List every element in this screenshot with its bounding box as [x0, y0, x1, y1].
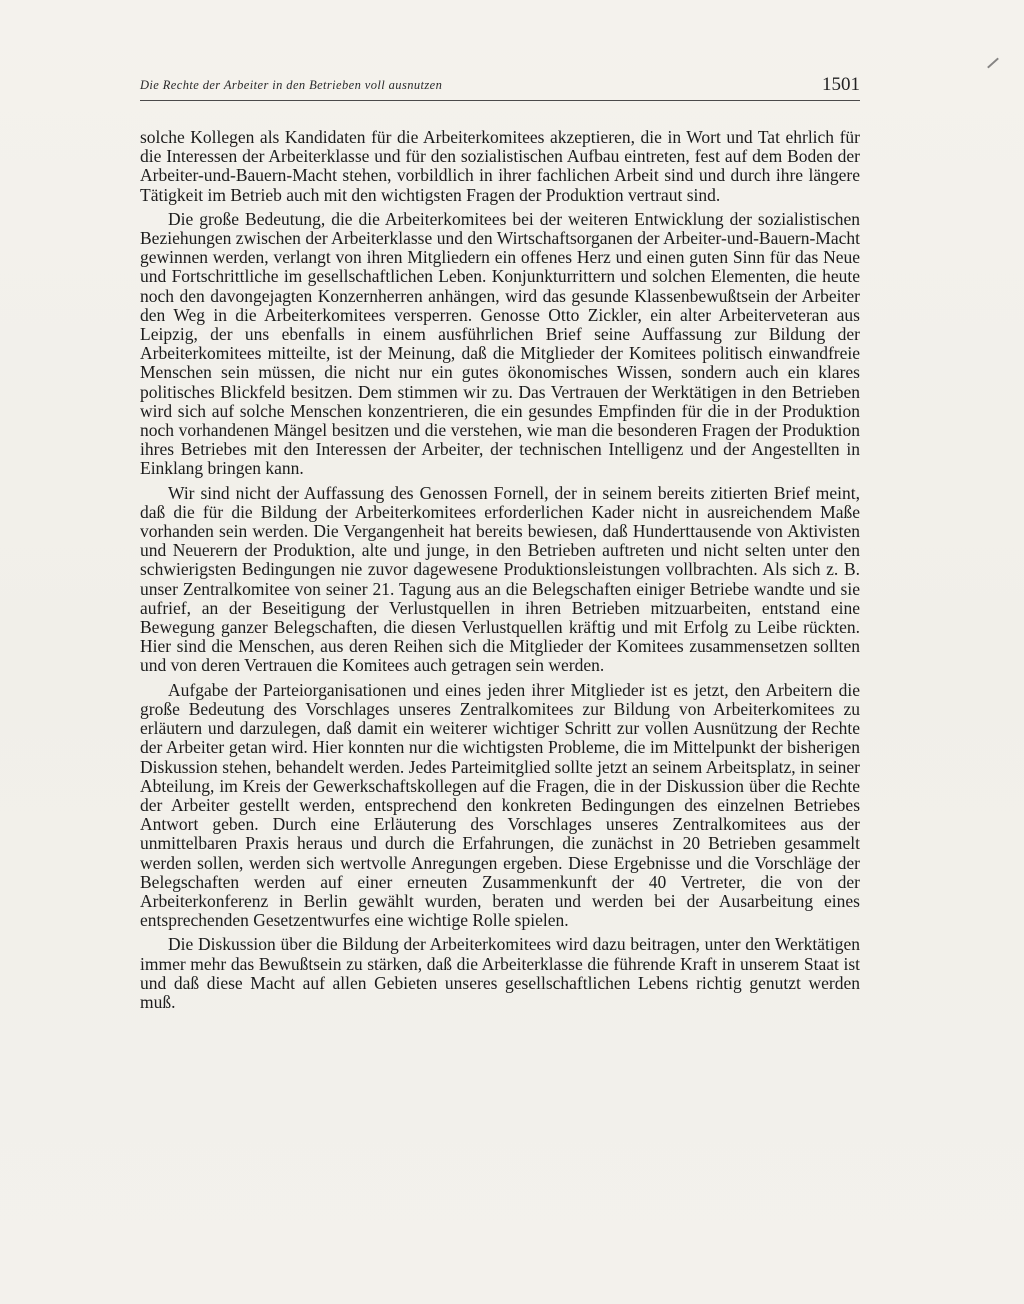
- paragraph: Die Diskussion über die Bildung der Arbeiterkomitees wird dazu beitragen, unter den Werktätigen immer mehr das Bewußtsein zu stärken, daß die Arbeiterklasse die führende Kraft in unserem Staat ist und daß diese Macht auf allen Gebieten unseres gesellschaftlichen Lebens richtig genutzt werden muß.: [140, 934, 860, 1012]
- pen-mark: [987, 58, 999, 69]
- paragraph: Aufgabe der Parteiorganisationen und eines jeden ihrer Mitglieder ist es jetzt, den Arbeitern die große Bedeutung des Vorschlages unseres Zentralkomitees zur Bildung von Arbeiterkomitees zu erläutern und darzulegen, daß damit ein weiterer wichtiger Schritt zur vollen Ausnützung der Rechte der Arbeiter getan wird. Hier konnten nur die wichtigsten Probleme, die im Mittelpunkt der bisherigen Diskussion stehen, behandelt werden. Jedes Parteimitglied sollte jetzt an seinem Arbeitsplatz, in seiner Abteilung, im Kreis der Gewerkschaftskollegen auf die Fragen, die in der Diskussion über die Rechte der Arbeiter gestellt werden, entsprechend den konkreten Bedingungen des einzelnen Betriebes Antwort geben. Durch eine Erläuterung des Vorschlages unseres Zentralkomitees aus der unmittelbaren Praxis heraus und durch die Erfahrungen, die zunächst in 20 Betrieben gesammelt werden sollen, werden sich wertvolle Anregungen ergeben. Diese Ergebnisse und die Vorschläge der Belegschaften werden auf einer erneuten Zusammenkunft der 40 Vertreter, die von der Arbeiterkonferenz in Berlin gewählt wurden, beraten und werden bei der Ausarbeitung eines entsprechenden Gesetzentwurfes eine wichtige Rolle spielen.: [140, 679, 860, 931]
- page-header: [140, 76, 860, 101]
- paragraph: Die große Bedeutung, die die Arbeiterkomitees bei der weiteren Entwicklung der sozialistischen Beziehungen zwischen der Arbeiterklasse und den Wirtschaftsorganen der Arbeiter-und-Bauern-Macht gewinnen werden, verlangt von ihren Mitgliedern ein offenes Herz und einen guten Sinn für das Neue und Fortschrittliche im gesellschaftlichen Leben. Konjunkturrittern und solchen Elementen, die heute noch den davongejagten Konzernherren anhängen, wird das gesunde Klassenbewußtsein der Arbeiter den Weg in die Arbeiterkomitees versperren. Genosse Otto Zickler, ein alter Arbeiterveteran aus Leipzig, der uns ebenfalls in einem ausführlichen Brief seine Auffassung zur Bildung der Arbeiterkomitees mitteilte, ist der Meinung, daß die Mitglieder der Komitees politisch einwandfreie Menschen sein müssen, die nicht nur ein gutes ökonomisches Wissen, sondern auch ein klares politisches Blickfeld besitzen. Dem stimmen wir zu. Das Vertrauen der Werktätigen in den Betrieben wird sich auf solche Menschen konzentrieren, die ein gesundes Empfinden für die in der Produktion noch vorhandenen Mängel besitzen und die verstehen, wie man die besonderen Fragen der Produktion ihres Betriebes mit den Interessen der Arbeiter, der technischen Intelligenz und der Angestellten in Einklang bringen kann.: [140, 208, 860, 479]
- page-number: 1501: [822, 74, 860, 95]
- paragraph: solche Kollegen als Kandidaten für die Arbeiterkomitees akzeptieren, die in Wort und Tat ehrlich für die Interessen der Arbeiterklasse und für den sozialistischen Aufbau eintreten, fest auf dem Boden der Arbeiter-und-Bauern-Macht stehen, vorbildlich in ihrer fachlichen Arbeit sind und durch ihre längere Tätigkeit im Betrieb auch mit den wichtigsten Fragen der Produktion vertraut sind.: [140, 127, 860, 205]
- body-text: [140, 128, 860, 1017]
- running-title: Die Rechte der Arbeiter in den Betrieben voll ausnutzen: [140, 78, 443, 92]
- paragraph: Wir sind nicht der Auffassung des Genossen Fornell, der in seinem bereits zitierten Brief meint, daß die für die Bildung der Arbeiterkomitees erforderlichen Kader nicht in ausreichendem Maße vorhanden sein werden. Die Vergangenheit hat bereits bewiesen, daß Hunderttausende von Aktivisten und Neuerern der Produktion, alte und junge, in den Betrieben auftreten und nicht selten unter den schwierigsten Bedingungen nie zuvor dagewesene Produktionsleistungen vollbrachten. Als sich z. B. unser Zentralkomitee von seiner 21. Tagung aus an die Belegschaften einiger Betriebe wandte und sie aufrief, an der Beseitigung der Verlustquellen in ihren Betrieben mitzuarbeiten, entstand eine Bewegung ganzer Belegschaften, die diesen Verlustquellen kräftig und mit Erfolg zu Leibe rückten. Hier sind die Menschen, aus deren Reihen sich die Mitglieder der Komitees zusammensetzen sollten und von deren Vertrauen die Komitees auch getragen sein werden.: [140, 482, 860, 676]
